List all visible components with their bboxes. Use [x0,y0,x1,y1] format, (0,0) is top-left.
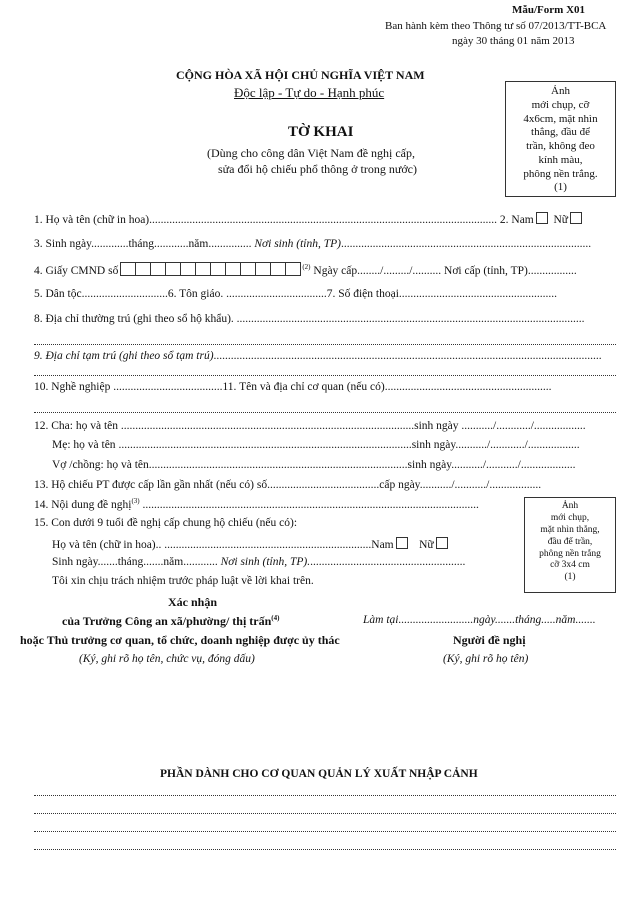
child-male-checkbox[interactable] [396,537,408,549]
office-line[interactable] [34,849,616,850]
confirm-line-2: hoặc Thủ trưởng cơ quan, tổ chức, doanh nghiệp được ủy thác [20,633,340,647]
field-13: 13. Hộ chiếu PT được cấp lần gần nhất (nếu có) số.......................................cấp ngày.........../.........../.................. [34,479,542,491]
photo-instruction-line: phông nền trắng. [523,167,598,180]
blank-line[interactable] [34,375,616,376]
office-line[interactable] [34,813,616,814]
office-line[interactable] [34,831,616,832]
photo-instruction-line: đầu để trần, [547,536,593,547]
applicant-title: Người đề nghị [453,633,526,647]
field-1: 1. Họ và tên (chữ in hoa)......................................................................................................................... 2. Nam Nữ [34,212,582,226]
photo-instruction-line: mới chụp, [550,512,590,523]
field-9: 9. Địa chỉ tạm trú (ghi theo sổ tạm trú)....................................................................................................................................... [34,350,602,362]
subtitle-2: sửa đổi hộ chiếu phổ thông ở trong nước) [218,162,418,176]
field-3: 3. Sinh ngày.............tháng............năm............... Nơi sinh (tỉnh, TP)....................................................................................... [34,238,592,250]
office-line[interactable] [34,795,616,796]
field-8: 8. Địa chỉ thường trú (ghi theo sổ hộ khẩu). ......................................................................................................................... [34,313,585,325]
page-title: TỜ KHAI [288,124,354,140]
photo-instruction-line: mới chụp, cỡ [531,98,590,111]
made-at: Làm tại..........................ngày.......tháng.....năm....... [363,614,596,626]
nation-title: CỘNG HÒA XÃ HỘI CHỦ NGHĨA VIỆT NAM [176,68,425,82]
issued-date: ngày 30 tháng 01 năm 2013 [452,35,575,47]
id-number-boxes[interactable] [120,262,300,276]
declaration: Tôi xin chịu trách nhiệm trước pháp luật về lời khai trên. [52,575,314,587]
field-10-11: 10. Nghề nghiệp ......................................11. Tên và địa chỉ cơ quan (nếu có).......................................................... [34,381,552,393]
field-12-father: 12. Cha: họ và tên ......................................................................................................sinh ngày .........../............/.................. [34,420,586,432]
male-checkbox[interactable] [536,212,548,224]
field-12-mother: Mẹ: họ và tên ......................................................................................................sinh ngày.........../............/.................. [52,439,580,451]
field-14: 14. Nội dung đề nghị$^{(3)}$ ..................................................................................................................... [34,497,479,511]
photo-instruction-line: 4x6cm, mặt nhìn [523,112,598,125]
applicant-note: (Ký, ghi rõ họ tên) [443,653,529,665]
form-number: Mẫu/Form X01 [512,4,586,16]
field-5-6-7: 5. Dân tộc..............................6. Tôn giáo. ...................................7. Số điện thoại....................................................... [34,288,558,300]
field-4: 4. Giấy CMND số $^{(2)}$ Ngày cấp......../........./.......... Nơi cấp (tỉnh, TP)................. [34,263,577,277]
photo-instruction-line: Ảnh [561,501,579,511]
photo-instruction-line: thẳng, đầu để [531,126,590,139]
photo-instruction-line: phông nền trắng [539,548,601,559]
photo-instruction-line: Ảnh [551,85,570,97]
photo-instruction-line: (1) [554,181,567,194]
female-checkbox[interactable] [570,212,582,224]
photo-instruction-line: kính màu, [538,153,583,166]
photo-instruction-line: mặt nhìn thẳng, [540,524,600,535]
motto: Độc lập - Tự do - Hạnh phúc [234,85,385,100]
photo-instruction-line: trần, không đeo [526,140,595,152]
confirm-note: (Ký, ghi rõ họ tên, chức vụ, đóng dấu) [79,653,255,665]
field-15: 15. Con dưới 9 tuổi đề nghị cấp chung hộ chiếu (nếu có): [34,517,298,529]
child-female-checkbox[interactable] [436,537,448,549]
confirm-title: Xác nhận [168,595,218,609]
field-15-birth: Sinh ngày.......tháng.......năm............ Nơi sinh (tỉnh, TP)....................................................... [52,556,466,568]
issued-by: Ban hành kèm theo Thông tư số 07/2013/TT-BCA [385,20,607,32]
office-section-title: PHẦN DÀNH CHO CƠ QUAN QUẢN LÝ XUẤT NHẬP CẢNH [160,768,478,780]
photo-box-child [524,497,616,593]
blank-line[interactable] [34,344,616,345]
photo-box-main [505,81,616,197]
photo-instruction-line: (1) [564,572,576,583]
field-12-spouse: Vợ /chồng: họ và tên..........................................................................................sinh ngày.........../.........../................... [52,459,576,471]
blank-line[interactable] [34,412,616,413]
subtitle-1: (Dùng cho công dân Việt Nam đề nghị cấp, [207,146,416,160]
confirm-line-1: của Trưởng Công an xã/phường/ thị trấn$^{(4)}$ [62,614,280,628]
photo-instruction-line: cỡ 3x4 cm [550,560,590,571]
field-15-name: Họ và tên (chữ in hoa).. ........................................................................Nam Nữ [52,537,448,551]
